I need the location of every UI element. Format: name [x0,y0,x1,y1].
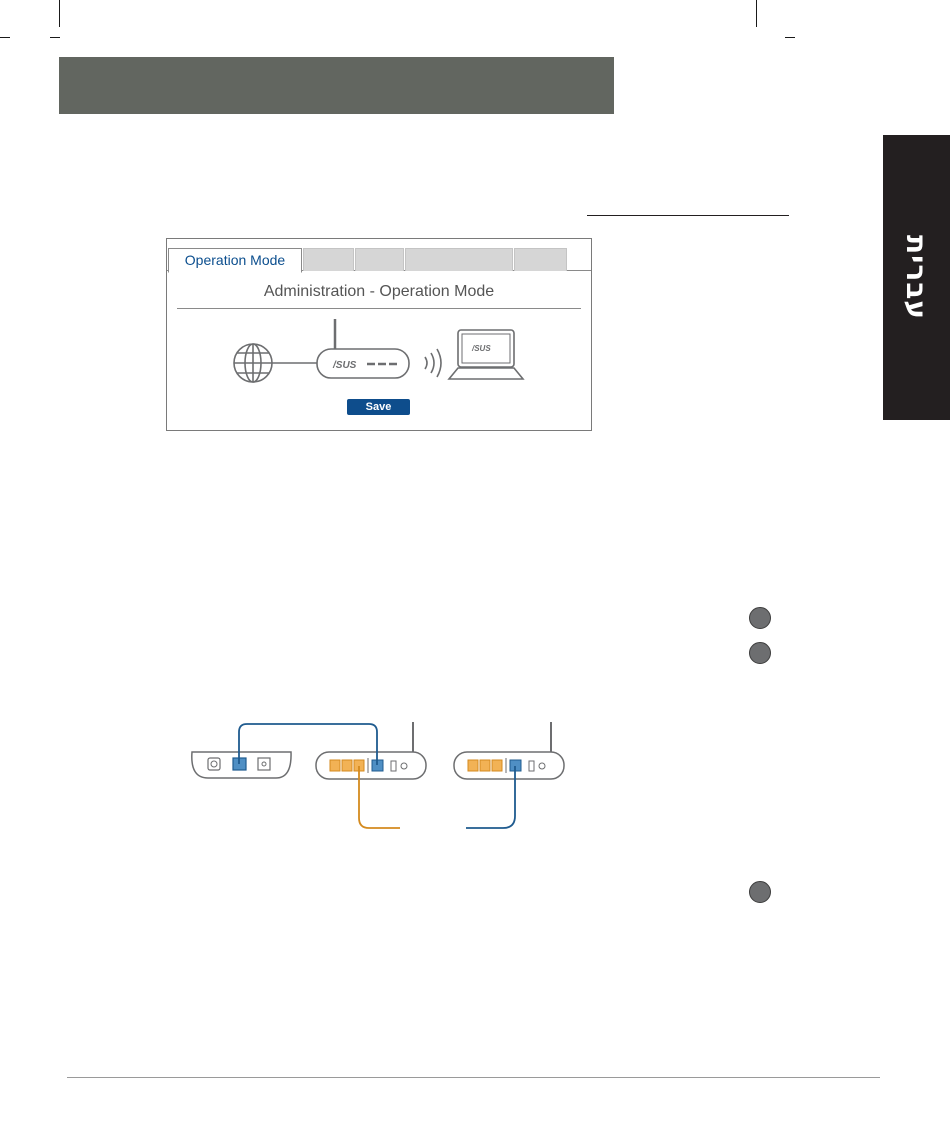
network-illustration [167,313,591,393]
save-button[interactable]: Save [347,399,410,415]
operation-mode-screenshot [166,238,592,431]
underline-rule [587,215,789,216]
tab-blank[interactable] [303,248,354,271]
language-side-tab [883,135,950,420]
crop-mark [50,37,60,38]
title-divider [177,308,581,309]
globe-icon [234,344,272,382]
step-bullet [749,607,771,629]
page-title: Administration - Operation Mode [263,283,495,300]
crop-mark [0,37,10,38]
tab-blank[interactable] [514,248,567,271]
step-bullet [749,881,771,903]
cabling-diagram [188,718,568,863]
modem-icon [192,752,291,778]
footer-rule [67,1077,880,1078]
tab-blank[interactable] [405,248,513,271]
router-icon [316,722,426,779]
laptop-icon [449,330,523,379]
router-icon [454,722,564,779]
crop-mark [59,0,60,27]
crop-mark [785,37,795,38]
wifi-waves-icon [425,349,441,377]
router-brand: /SUS [333,360,357,371]
tab-blank[interactable] [355,248,404,271]
header-bar [59,57,614,114]
language-label: עברית [900,235,933,320]
router-icon [317,319,409,378]
laptop-brand: /SUS [472,344,491,353]
crop-mark [756,0,757,27]
step-bullet [749,642,771,664]
tab-operation-mode[interactable]: Operation Mode [168,248,302,273]
